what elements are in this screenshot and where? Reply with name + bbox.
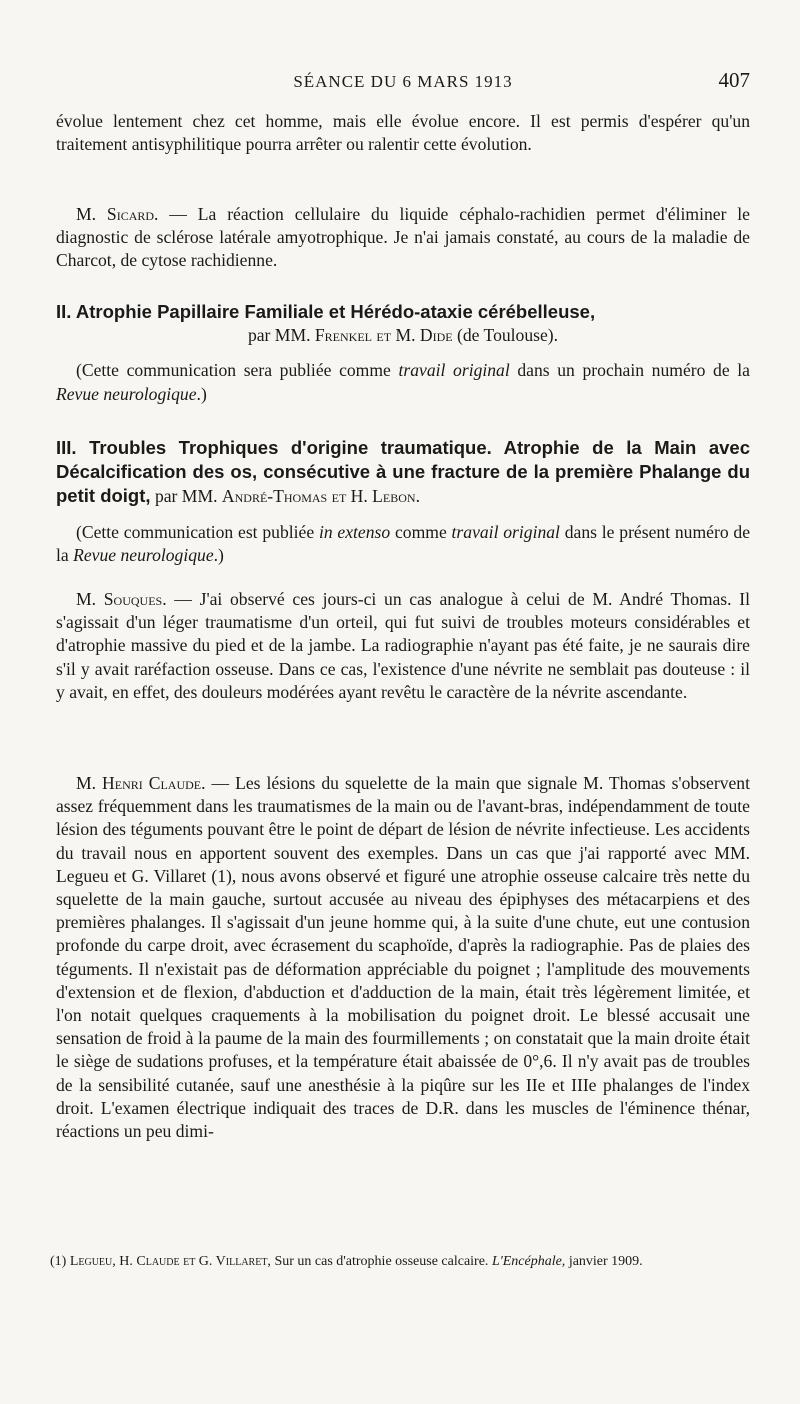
footnote-marker: (1) [50, 1254, 70, 1269]
paragraph-text: — Les lésions du squelette de la main que signale M. Thomas s'observent assez fréquemment dans les traumatismes de la main ou de l'avant-bras, indépendamment de toute lésion des téguments pouvant être le point de départ de lésion de névrite infectieuse. Les accidents du travail nous en apportent souvent des exemples. Dans un cas que j'ai rapporté avec MM. Legueu et G. Villaret (1), nous avons observé et figuré une atrophie osseuse calcaire très nette du squelette de la main gauche, surtout accusée au niveau des épiphyses des métacarpiens et des premières phalanges. Il s'agissait d'un jeune homme qui, à la suite d'une chute, eut une contusion profonde du carpe droit, avec écrasement du scaphoïde, d'après la radiographie. Pas de plaies des téguments. Il n'existait pas de déformation appréciable du poignet ; l'amplitude des mouvements d'extension et de flexion, d'abduction et d'adduction de la main, était très légèrement limitée, et l'on notait quelques craquements à la mobilisation du poignet droit. Le blessé accusait une sensation de froid à la paume de la main des fourmillements ; on constatait que la main droite était le siège de sudations profuses, et la température était abaissée de 0°,6. Il n'y avait pas de troubles de la sensibilité cutanée, sauf une anesthésie à la piqûre sur les IIe et IIIe phalanges de l'index droit. L'examen électrique indiquait des traces de D.R. dans les muscles de l'éminence thénar, réactions un peu dimi- [56, 773, 750, 1142]
publication-note: (Cette communication est publiée in extenso comme travail original dans le présent numéro de la Revue neurologique.) [56, 521, 751, 565]
footnote-text: Sur un cas d'atrophie osseuse calcaire. [270, 1254, 492, 1269]
section-iii [56, 436, 750, 567]
paragraph-text: évolue lentement chez cet homme, mais elle évolue encore. Il est permis d'espérer qu'un traitement antisyphilitique pourra arrêter ou ralentir cette évolution. [56, 111, 750, 155]
footnote [50, 1252, 750, 1271]
paragraph-sicard [56, 203, 750, 273]
speaker-name: M. Sicard. [76, 204, 159, 224]
speaker-name: Souques. [103, 589, 167, 609]
paragraph-text: — La réaction cellulaire du liquide céphalo-rachidien permet d'éliminer le diagnostic de sclérose latérale amyotrophique. Je n'ai jamais constaté, au cours de la maladie de Charcot, de cytose rachidienne. [56, 204, 750, 271]
authors-suffix: (de Toulouse). [452, 325, 559, 346]
footnote-journal: L'Encéphale, [491, 1254, 566, 1269]
section-authors: Frenkel et M. Dide [314, 325, 453, 346]
paragraph-text: — J'ai observé ces jours-ci un cas analogue à celui de M. André Thomas. Il s'agissait d'un léger traumatisme d'un orteil, qui fut suivi de troubles moteurs considérables et d'atrophie massive du pied et de la jambe. La radiographie n'ayant pas été faite, je ne saurais dire s'il y avait raréfaction osseuse. Dans ce cas, l'existence d'une névrite ne semblait pas douteuse : il y avait, en effet, des douleurs modérées ayant revêtu le caractère de la névrite ascendante. [56, 589, 750, 702]
page-header [56, 68, 750, 96]
running-head: SÉANCE DU 6 MARS 1913 [293, 72, 513, 91]
paragraph-continuation [56, 110, 750, 156]
publication-note: (Cette communication sera publiée comme travail original dans un prochain numéro de la Revue neurologique.) [56, 360, 750, 404]
speaker-name: Henri Claude. [102, 773, 206, 793]
section-title: Troubles Trophiques d'origine traumatique. Atrophie de la Main avec Décalcification des os, consécutive à une fracture de la première Phalange du petit doigt, [56, 437, 750, 507]
paragraph-souques: M. Souques. — J'ai observé ces jours-ci un cas analogue à celui de M. André Thomas. Il s'agissait d'un léger traumatisme d'un orteil, qui fut suivi de troubles moteurs considérables et d'atrophie massive du pied et de la jambe. La radiographie n'ayant pas été faite, je ne saurais dire s'il y avait raréfaction osseuse. Dans ce cas, l'existence d'une névrite ne semblait pas douteuse : il y avait, en effet, des douleurs modérées ayant revêtu le caractère de la névrite ascendante. [56, 589, 750, 702]
section-number: II. [56, 301, 72, 322]
footnote-date: janvier 1909. [565, 1254, 643, 1269]
footnote-authors: Legueu, H. Claude et G. Villaret, [69, 1254, 271, 1269]
authors-prefix: par MM. [150, 486, 222, 507]
page-number: 407 [718, 68, 750, 92]
section-authors: André-Thomas et H. Lebon. [221, 486, 420, 507]
section-ii [56, 300, 750, 406]
authors-prefix: par MM. [247, 325, 315, 346]
section-title: Atrophie Papillaire Familiale et Hérédo-ataxie cérébelleuse, [71, 301, 596, 322]
paragraph-claude: M. Henri Claude. — Les lésions du squelette de la main que signale M. Thomas s'observent assez fréquemment dans les traumatismes de la main ou de l'avant-bras, indépendamment de toute lésion des téguments pouvant être le point de départ de lésion de névrite infectieuse. Les accidents du travail nous en apportent souvent des exemples. Dans un cas que j'ai rapporté avec MM. Legueu et G. Villaret (1), nous avons observé et figuré une atrophie osseuse calcaire très nette du squelette de la main gauche, surtout accusée au niveau des épiphyses des métacarpiens et des premières phalanges. Il s'agissait d'un jeune homme qui, à la suite d'une chute, eut une contusion profonde du carpe droit, avec écrasement du scaphoïde, d'après la radiographie. Pas de plaies des téguments. Il n'existait pas de déformation appréciable du poignet ; l'amplitude des mouvements d'extension et de flexion, d'abduction et d'adduction de la main, était très légèrement limitée, et l'on notait quelques craquements à la mobilisation du poignet droit. Le blessé accusait une sensation de froid à la paume de la main des fourmillements ; on constatait que la main droite était le siège de sudations profuses, et la température était abaissée de 0°,6. Il n'y avait pas de troubles de la sensibilité cutanée, sauf une anesthésie à la piqûre sur les IIe et IIIe phalanges de l'index droit. L'examen électrique indiquait des traces de D.R. dans les muscles de l'éminence thénar, réactions un peu dimi- [56, 773, 750, 1142]
section-number: III. [56, 437, 77, 458]
